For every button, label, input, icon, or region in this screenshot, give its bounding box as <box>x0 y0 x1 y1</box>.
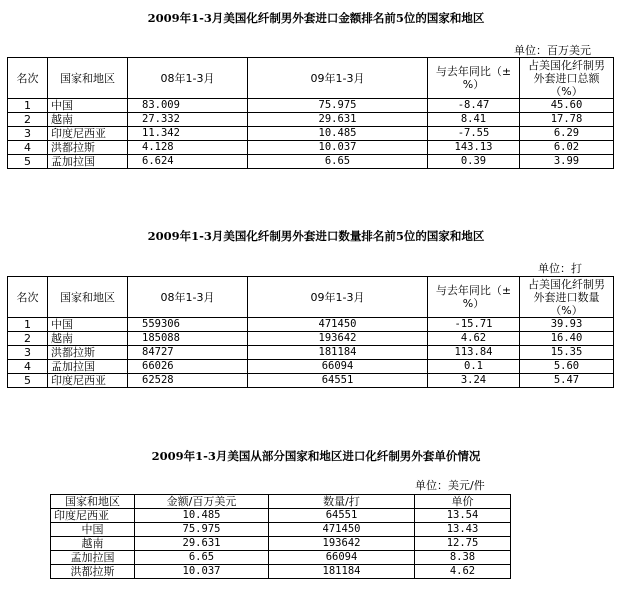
table-row <box>51 565 511 579</box>
curr-cell: 66094 <box>248 360 428 374</box>
table1-header-yoy: 与去年同比（±%） <box>428 58 520 99</box>
table3-header-row <box>51 495 511 509</box>
amount-cell: 6.65 <box>135 551 269 565</box>
rank-cell: 4 <box>8 141 48 155</box>
quantity-cell: 64551 <box>269 509 415 523</box>
amount-cell: 10.037 <box>135 565 269 579</box>
share-cell: 5.60 <box>520 360 614 374</box>
country-cell: 越南 <box>51 537 135 551</box>
yoy-cell: -8.47 <box>428 99 520 113</box>
prev-cell: 84727 <box>128 346 248 360</box>
curr-cell: 10.037 <box>248 141 428 155</box>
unit-price-cell: 13.43 <box>415 523 511 537</box>
rank-cell: 4 <box>8 360 48 374</box>
table-row <box>8 374 614 388</box>
unit-price-cell: 13.54 <box>415 509 511 523</box>
table-row <box>8 318 614 332</box>
table2-title: 2009年1-3月美国化纤制男外套进口数量排名前5位的国家和地区 <box>147 229 485 243</box>
table2-header-row <box>8 277 614 318</box>
share-cell: 6.02 <box>520 141 614 155</box>
country-cell: 越南 <box>48 113 128 127</box>
table-row <box>51 551 511 565</box>
country-cell: 孟加拉国 <box>51 551 135 565</box>
unit-price-cell: 12.75 <box>415 537 511 551</box>
rank-cell: 2 <box>8 113 48 127</box>
table2-unit: 单位：打 <box>538 262 582 275</box>
yoy-cell: 143.13 <box>428 141 520 155</box>
table2-header-country: 国家和地区 <box>48 277 128 318</box>
table-row <box>8 113 614 127</box>
country-cell: 中国 <box>48 99 128 113</box>
table2-header-share: 占美国化纤制男外套进口数量（%） <box>520 277 614 318</box>
country-cell: 孟加拉国 <box>48 360 128 374</box>
prev-cell: 27.332 <box>128 113 248 127</box>
table3-header-amount: 金额/百万美元 <box>135 495 269 509</box>
table-row <box>51 509 511 523</box>
yoy-cell: -7.55 <box>428 127 520 141</box>
rank-cell: 3 <box>8 346 48 360</box>
curr-cell: 64551 <box>248 374 428 388</box>
table-row <box>8 332 614 346</box>
table3-header-unit-price: 单价 <box>415 495 511 509</box>
prev-cell: 11.342 <box>128 127 248 141</box>
quantity-cell: 181184 <box>269 565 415 579</box>
curr-cell: 181184 <box>248 346 428 360</box>
country-cell: 印度尼西亚 <box>48 374 128 388</box>
table2-header-curr: 09年1-3月 <box>248 277 428 318</box>
table2-header-rank: 名次 <box>8 277 48 318</box>
rank-cell: 2 <box>8 332 48 346</box>
quantity-cell: 471450 <box>269 523 415 537</box>
country-cell: 洪都拉斯 <box>48 346 128 360</box>
table2 <box>7 276 614 388</box>
table3-header-quantity: 数量/打 <box>269 495 415 509</box>
table1 <box>7 57 614 169</box>
curr-cell: 29.631 <box>248 113 428 127</box>
curr-cell: 10.485 <box>248 127 428 141</box>
table3 <box>50 494 511 579</box>
prev-cell: 66026 <box>128 360 248 374</box>
yoy-cell: 8.41 <box>428 113 520 127</box>
table3-header-country: 国家和地区 <box>51 495 135 509</box>
country-cell: 洪都拉斯 <box>48 141 128 155</box>
table1-header-prev: 08年1-3月 <box>128 58 248 99</box>
rank-cell: 5 <box>8 155 48 169</box>
yoy-cell: 4.62 <box>428 332 520 346</box>
table1-title: 2009年1-3月美国化纤制男外套进口金额排名前5位的国家和地区 <box>147 11 485 25</box>
table2-header-yoy: 与去年同比（±%） <box>428 277 520 318</box>
rank-cell: 1 <box>8 99 48 113</box>
prev-cell: 559306 <box>128 318 248 332</box>
share-cell: 17.78 <box>520 113 614 127</box>
share-cell: 3.99 <box>520 155 614 169</box>
table-row <box>8 346 614 360</box>
prev-cell: 185088 <box>128 332 248 346</box>
table-row <box>8 141 614 155</box>
country-cell: 中国 <box>48 318 128 332</box>
amount-cell: 75.975 <box>135 523 269 537</box>
country-cell: 孟加拉国 <box>48 155 128 169</box>
table-row <box>51 537 511 551</box>
share-cell: 39.93 <box>520 318 614 332</box>
table-row <box>8 99 614 113</box>
yoy-cell: 3.24 <box>428 374 520 388</box>
quantity-cell: 193642 <box>269 537 415 551</box>
unit-price-cell: 8.38 <box>415 551 511 565</box>
table1-header-share: 占美国化纤制男外套进口总额（%） <box>520 58 614 99</box>
table1-unit: 单位：百万美元 <box>514 44 591 57</box>
share-cell: 6.29 <box>520 127 614 141</box>
share-cell: 16.40 <box>520 332 614 346</box>
country-cell: 印度尼西亚 <box>48 127 128 141</box>
amount-cell: 29.631 <box>135 537 269 551</box>
rank-cell: 3 <box>8 127 48 141</box>
unit-price-cell: 4.62 <box>415 565 511 579</box>
table-row <box>8 360 614 374</box>
share-cell: 45.60 <box>520 99 614 113</box>
table1-header-country: 国家和地区 <box>48 58 128 99</box>
table3-title: 2009年1-3月美国从部分国家和地区进口化纤制男外套单价情况 <box>151 449 481 463</box>
country-cell: 越南 <box>48 332 128 346</box>
table-row <box>8 155 614 169</box>
table2-header-prev: 08年1-3月 <box>128 277 248 318</box>
yoy-cell: 0.39 <box>428 155 520 169</box>
table-row <box>8 127 614 141</box>
country-cell: 中国 <box>51 523 135 537</box>
table-row <box>51 523 511 537</box>
curr-cell: 6.65 <box>248 155 428 169</box>
rank-cell: 1 <box>8 318 48 332</box>
amount-cell: 10.485 <box>135 509 269 523</box>
prev-cell: 83.009 <box>128 99 248 113</box>
table1-header-curr: 09年1-3月 <box>248 58 428 99</box>
yoy-cell: -15.71 <box>428 318 520 332</box>
country-cell: 印度尼西亚 <box>51 509 135 523</box>
prev-cell: 6.624 <box>128 155 248 169</box>
country-cell: 洪都拉斯 <box>51 565 135 579</box>
table1-header-row <box>8 58 614 99</box>
share-cell: 15.35 <box>520 346 614 360</box>
curr-cell: 193642 <box>248 332 428 346</box>
curr-cell: 75.975 <box>248 99 428 113</box>
share-cell: 5.47 <box>520 374 614 388</box>
prev-cell: 4.128 <box>128 141 248 155</box>
quantity-cell: 66094 <box>269 551 415 565</box>
yoy-cell: 113.84 <box>428 346 520 360</box>
table1-header-rank: 名次 <box>8 58 48 99</box>
prev-cell: 62528 <box>128 374 248 388</box>
table3-unit: 单位：美元/件 <box>415 479 485 492</box>
curr-cell: 471450 <box>248 318 428 332</box>
yoy-cell: 0.1 <box>428 360 520 374</box>
rank-cell: 5 <box>8 374 48 388</box>
